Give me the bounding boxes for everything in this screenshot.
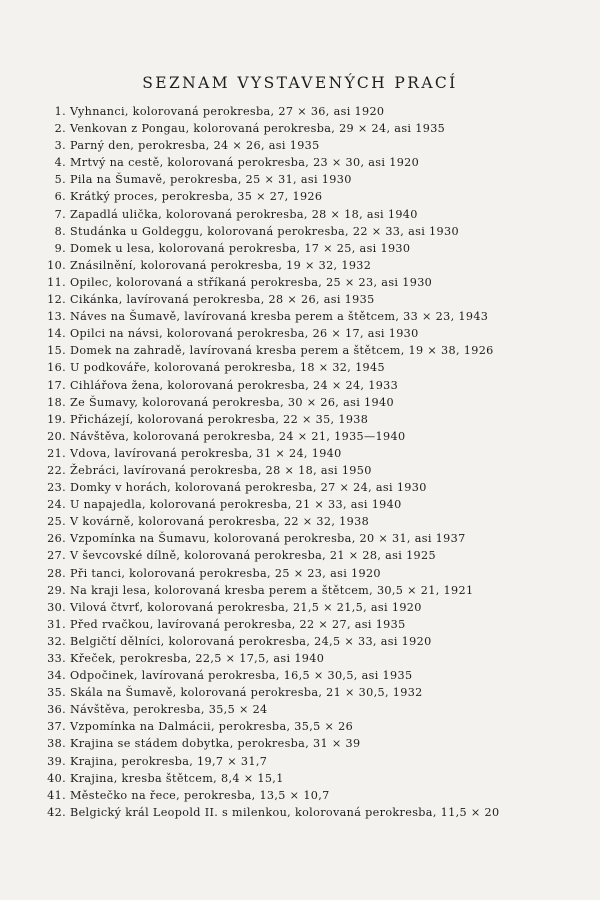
item-number: 42.: [47, 805, 66, 819]
item-number: 32.: [47, 634, 66, 648]
list-item: [38, 496, 499, 513]
item-text: Domky v horách, kolorovaná perokresba, 27 × 24, asi 1930: [70, 481, 427, 495]
item-text: Vzpomínka na Dalmácii, perokresba, 35,5 × 26: [70, 720, 354, 734]
item-number: 29.: [47, 583, 66, 597]
item-number: 24.: [47, 498, 66, 512]
item-number: 14.: [47, 327, 66, 341]
item-number: 1.: [54, 105, 66, 118]
item-number: 17.: [47, 378, 66, 392]
list-item: [38, 377, 499, 394]
item-number: 19.: [47, 412, 66, 426]
item-number: 9.: [54, 241, 66, 255]
item-text: Vyhnanci, kolorovaná perokresba, 27 × 36, asi 1920: [70, 105, 385, 118]
item-text: Návštěva, perokresba, 35,5 × 24: [70, 703, 268, 717]
item-number: 15.: [47, 344, 66, 358]
list-item: [38, 735, 499, 752]
list-item: [38, 171, 499, 188]
item-number: 38.: [47, 737, 66, 751]
list-item: [38, 120, 499, 137]
item-text: Znásilnění, kolorovaná perokresba, 19 × 32, 1932: [70, 258, 372, 272]
item-number: 37.: [47, 720, 66, 734]
item-number: 40.: [47, 771, 66, 785]
list-item: [38, 565, 499, 582]
list-item: [38, 513, 499, 530]
list-item: [38, 701, 499, 718]
item-number: 2.: [54, 122, 66, 136]
item-number: 5.: [54, 173, 66, 187]
list-item: [38, 257, 499, 274]
item-text: V ševcovské dílně, kolorovaná perokresba, 21 × 28, asi 1925: [70, 549, 436, 563]
item-text: Vilová čtvrť, kolorovaná perokresba, 21,5 × 21,5, asi 1920: [70, 600, 422, 614]
item-number: 6.: [54, 190, 66, 204]
item-number: 10.: [47, 258, 66, 272]
list-item: [38, 291, 499, 308]
list-item: [38, 342, 499, 359]
list-item: [38, 770, 499, 787]
list-item: [38, 667, 499, 684]
item-number: 36.: [47, 703, 66, 717]
list-item: [38, 599, 499, 616]
list-item: [38, 154, 499, 171]
item-text: Skála na Šumavě, kolorovaná perokresba, 21 × 30,5, 1932: [70, 686, 423, 700]
item-text: Belgičtí dělníci, kolorovaná perokresba, 24,5 × 33, asi 1920: [70, 634, 432, 648]
item-number: 34.: [47, 669, 66, 683]
list-item: [38, 188, 499, 205]
item-text: Parný den, perokresba, 24 × 26, asi 1935: [70, 139, 320, 153]
item-number: 25.: [47, 515, 66, 529]
item-number: 30.: [47, 600, 66, 614]
item-text: Přicházejí, kolorovaná perokresba, 22 × 35, 1938: [70, 412, 369, 426]
item-number: 18.: [47, 395, 66, 409]
list-item: [38, 684, 499, 701]
item-text: Opilci na návsi, kolorovaná perokresba, 26 × 17, asi 1930: [70, 327, 419, 341]
item-number: 22.: [47, 463, 66, 477]
item-number: 33.: [47, 652, 66, 665]
item-text: Návštěva, kolorovaná perokresba, 24 × 21, 1935—1940: [70, 429, 406, 443]
item-text: Mrtvý na cestě, kolorovaná perokresba, 23 × 30, asi 1920: [70, 156, 420, 170]
item-number: 8.: [54, 224, 66, 238]
item-text: Žebráci, lavírovaná perokresba, 28 × 18, asi 1950: [70, 463, 372, 477]
item-text: Krajina, kresba štětcem, 8,4 × 15,1: [70, 771, 284, 785]
item-text: Domek u lesa, kolorovaná perokresba, 17 × 25, asi 1930: [70, 241, 411, 255]
list-item: [38, 547, 499, 564]
item-text: U podkováře, kolorovaná perokresba, 18 × 32, 1945: [70, 361, 385, 375]
item-number: 11.: [47, 275, 66, 289]
item-text: Krátký proces, perokresba, 35 × 27, 1926: [70, 190, 323, 204]
list-item: [38, 308, 499, 325]
item-number: 31.: [47, 617, 66, 631]
list-item: [38, 530, 499, 547]
list-item: [38, 411, 499, 428]
item-text: Před rvačkou, lavírovaná perokresba, 22 × 27, asi 1935: [70, 617, 406, 631]
item-number: 27.: [47, 549, 66, 563]
list-item: [38, 103, 499, 120]
item-number: 35.: [47, 686, 66, 700]
item-number: 21.: [47, 446, 66, 460]
item-text: Ze Šumavy, kolorovaná perokresba, 30 × 26, asi 1940: [70, 395, 394, 409]
item-number: 3.: [54, 139, 66, 153]
list-item: [38, 787, 499, 804]
item-number: 41.: [47, 788, 66, 802]
item-number: 26.: [47, 532, 66, 546]
list-item: [38, 804, 499, 821]
item-number: 7.: [54, 207, 66, 221]
item-number: 39.: [47, 754, 66, 768]
list-item: [38, 753, 499, 770]
list-item: [38, 718, 499, 735]
item-text: Krajina, perokresba, 19,7 × 31,7: [70, 754, 268, 768]
item-text: Studánka u Goldeggu, kolorovaná perokresba, 22 × 33, asi 1930: [70, 224, 459, 238]
list-item: [38, 479, 499, 496]
works-list: [38, 103, 499, 821]
item-text: U napajedla, kolorovaná perokresba, 21 × 33, asi 1940: [70, 498, 402, 512]
item-text: Cikánka, lavírovaná perokresba, 28 × 26, asi 1935: [70, 293, 375, 307]
list-item: [38, 223, 499, 240]
item-text: Krajina se stádem dobytka, perokresba, 31 × 39: [70, 737, 361, 751]
item-text: Vzpomínka na Šumavu, kolorovaná perokresba, 20 × 31, asi 1937: [70, 532, 466, 546]
list-item: [38, 240, 499, 257]
list-item: [38, 616, 499, 633]
item-text: Pila na Šumavě, perokresba, 25 × 31, asi 1930: [70, 173, 352, 187]
list-item: [38, 206, 499, 223]
item-text: Křeček, perokresba, 22,5 × 17,5, asi 1940: [70, 652, 325, 665]
item-text: V kovárně, kolorovaná perokresba, 22 × 32, 1938: [70, 515, 370, 529]
item-number: 28.: [47, 566, 66, 580]
list-item: [38, 582, 499, 599]
item-text: Venkovan z Pongau, kolorovaná perokresba, 29 × 24, asi 1935: [70, 122, 446, 136]
item-number: 20.: [47, 429, 66, 443]
item-text: Belgický král Leopold II. s milenkou, kolorovaná perokresba, 11,5 × 20: [70, 805, 500, 819]
item-text: Městečko na řece, perokresba, 13,5 × 10,7: [70, 788, 330, 802]
list-item: [38, 633, 499, 650]
list-item: [38, 325, 499, 342]
list-item: [38, 274, 499, 291]
item-number: 16.: [47, 361, 66, 375]
item-text: Zapadlá ulička, kolorovaná perokresba, 28 × 18, asi 1940: [70, 207, 418, 221]
item-text: Na kraji lesa, kolorovaná kresba perem a štětcem, 30,5 × 21, 1921: [70, 583, 474, 597]
item-text: Cihlářova žena, kolorovaná perokresba, 24 × 24, 1933: [70, 378, 399, 392]
item-text: Opilec, kolorovaná a stříkaná perokresba, 25 × 23, asi 1930: [70, 275, 433, 289]
list-item: [38, 359, 499, 376]
list-item: [38, 428, 499, 445]
item-number: 4.: [54, 156, 66, 170]
item-text: Vdova, lavírovaná perokresba, 31 × 24, 1940: [70, 446, 342, 460]
page-title: SEZNAM VYSTAVENÝCH PRACÍ: [142, 74, 458, 92]
item-number: 23.: [47, 481, 66, 495]
list-item: [38, 137, 499, 154]
item-text: Domek na zahradě, lavírovaná kresba perem a štětcem, 19 × 38, 1926: [70, 344, 494, 358]
list-item: [38, 445, 499, 462]
list-item: [38, 394, 499, 411]
item-text: Náves na Šumavě, lavírovaná kresba perem a štětcem, 33 × 23, 1943: [70, 310, 489, 324]
item-text: Při tanci, kolorovaná perokresba, 25 × 23, asi 1920: [70, 566, 381, 580]
item-number: 12.: [47, 293, 66, 307]
list-item: [38, 462, 499, 479]
item-text: Odpočinek, lavírovaná perokresba, 16,5 × 30,5, asi 1935: [70, 669, 413, 683]
item-number: 13.: [47, 310, 66, 324]
list-item: [38, 650, 499, 667]
